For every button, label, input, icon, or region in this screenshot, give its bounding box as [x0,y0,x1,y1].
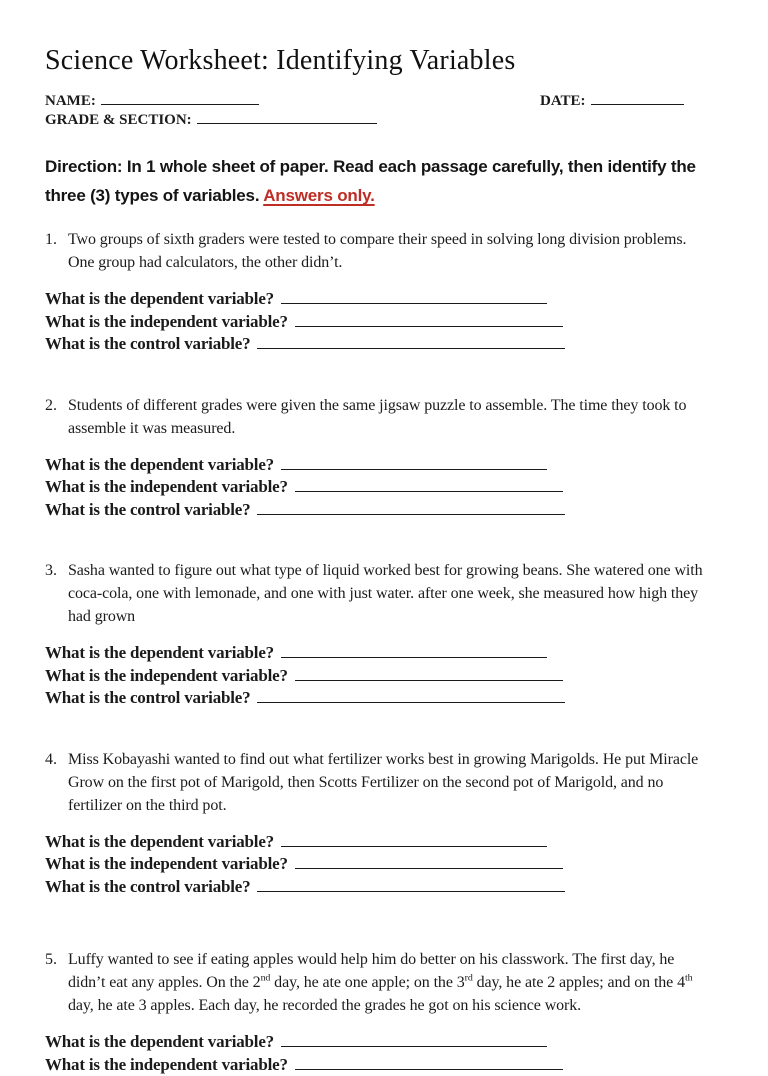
item-number: 5. [45,951,57,969]
ordinal-superscript: rd [464,973,473,985]
answer-blank-line-independent [295,314,563,327]
question-line-dependent [45,288,724,311]
question-label-independent: What is the independent variable? [45,854,288,874]
question-block [45,288,724,356]
worksheet-item [45,228,724,356]
item-number: 3. [45,562,57,580]
question-label-dependent: What is the dependent variable? [45,1032,274,1052]
worksheet-item [45,748,724,899]
item-number: 1. [45,231,57,249]
question-line-control [45,333,724,356]
date-blank-line [591,93,684,105]
item-passage: Miss Kobayashi wanted to find out what fertilizer works best in growing Marigolds. He put Miracle Grow on the first pot of Marigold, then Scotts Fertilizer on the second pot of Marigold, and no fertilizer on the third pot. [68,750,699,814]
answer-blank-line-control [257,690,565,703]
question-label-independent: What is the independent variable? [45,477,288,497]
items-container [45,228,724,1076]
direction-answers-only: Answers only. [263,186,375,206]
question-line-independent [45,665,724,688]
answer-blank-line-independent [295,856,563,869]
answer-blank-line-independent [295,1057,563,1070]
question-label-independent: What is the independent variable? [45,1054,288,1074]
grade-section-row [45,111,724,130]
item-number: 4. [45,750,57,768]
answer-blank-line-control [257,502,565,515]
name-label: NAME: [45,93,96,110]
grade-section-blank-line [197,112,377,124]
question-block [45,454,724,522]
answer-blank-line-independent [295,479,563,492]
direction-text [45,152,729,210]
question-line-control [45,499,724,522]
worksheet-item [45,559,724,710]
name-blank-line [101,93,259,105]
question-label-independent: What is the independent variable? [45,665,288,685]
passage-row [45,559,724,628]
question-line-independent [45,1054,724,1076]
question-label-control: What is the control variable? [45,688,251,708]
question-label-dependent: What is the dependent variable? [45,831,274,851]
question-block [45,642,724,710]
passage-row [45,948,724,1017]
worksheet-item [45,948,724,1076]
item-passage: Luffy wanted to see if eating apples would help him do better on his classwork. The first day, he didn’t eat any apples. On the 2nd day, he ate one apple; on the 3rd day, he ate 2 apples; and on the 4th day, he ate 3 apples. Each day, he recorded the grades he got on his science work. [68,951,693,1015]
question-line-independent [45,311,724,334]
question-label-control: What is the control variable? [45,334,251,354]
direction-main: Direction: In 1 whole sheet of paper. Read each passage carefully, then identify the three (3) types of variables. [45,157,696,206]
item-passage: Students of different grades were given the same jigsaw puzzle to assemble. The time they took to assemble it was measured. [68,396,687,437]
answer-blank-line-control [257,879,565,892]
question-line-independent [45,476,724,499]
answer-blank-line-dependent [281,457,547,470]
ordinal-superscript: nd [260,973,271,985]
date-label: DATE: [540,93,586,110]
question-line-independent [45,853,724,876]
question-label-dependent: What is the dependent variable? [45,289,274,309]
passage-row [45,748,724,817]
passage-row [45,394,724,440]
item-passage: Sasha wanted to figure out what type of liquid worked best for growing beans. She watered one with coca-cola, one with lemonade, and one with just water. after one week, she measured how high they had grown [68,562,703,626]
answer-blank-line-dependent [281,1034,547,1047]
grade-section-label: GRADE & SECTION: [45,112,192,129]
answer-blank-line-independent [295,668,563,681]
passage-row [45,228,724,274]
question-block [45,831,724,899]
question-line-control [45,687,724,710]
answer-blank-line-dependent [281,291,547,304]
answer-blank-line-dependent [281,645,547,658]
question-label-dependent: What is the dependent variable? [45,643,274,663]
answer-blank-line-dependent [281,834,547,847]
question-label-dependent: What is the dependent variable? [45,454,274,474]
item-number: 2. [45,396,57,414]
question-line-dependent [45,1031,724,1054]
question-line-dependent [45,454,724,477]
item-passage: Two groups of sixth graders were tested to compare their speed in solving long division problems. One group had calculators, the other didn’t. [68,231,687,272]
question-label-independent: What is the independent variable? [45,311,288,331]
date-group [540,92,684,111]
question-label-control: What is the control variable? [45,499,251,519]
answer-blank-line-control [257,336,565,349]
question-line-dependent [45,642,724,665]
question-block [45,1031,724,1076]
page-title: Science Worksheet: Identifying Variables [45,45,516,76]
name-row [45,92,724,111]
worksheet-item [45,394,724,522]
question-line-control [45,876,724,899]
question-label-control: What is the control variable? [45,876,251,896]
question-line-dependent [45,831,724,854]
ordinal-superscript: th [685,973,693,985]
